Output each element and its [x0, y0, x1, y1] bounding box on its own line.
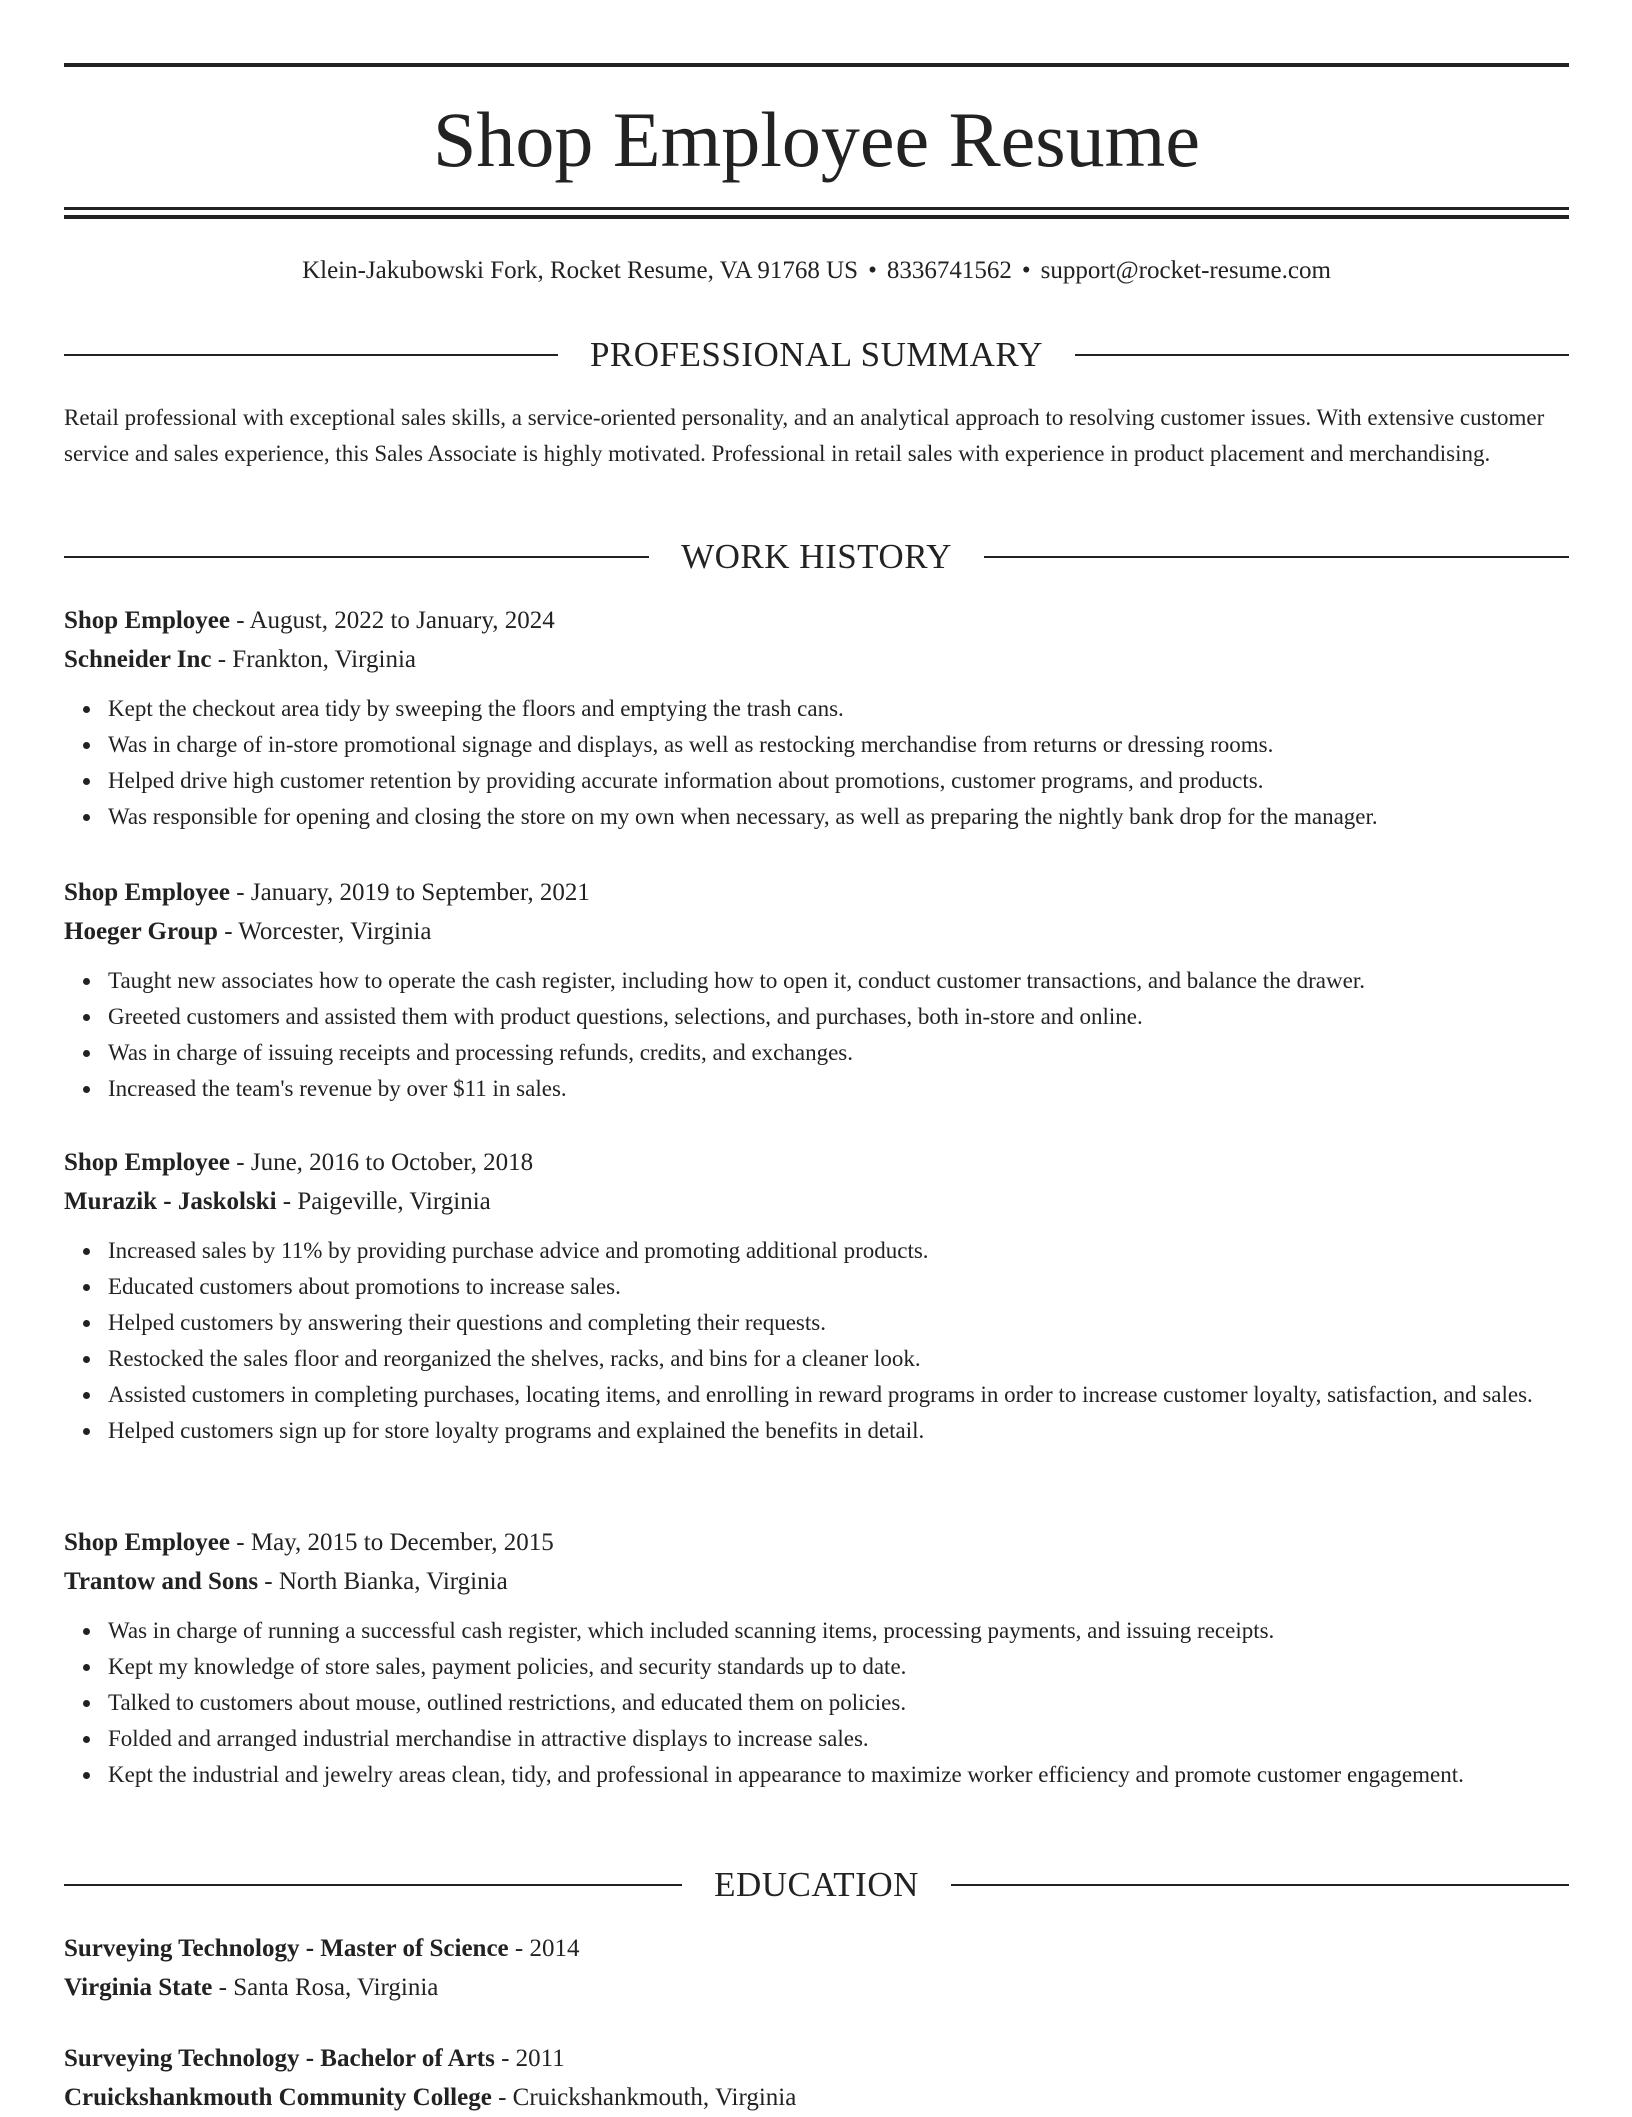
job-entry — [64, 1523, 1569, 1793]
education-school-line — [64, 1968, 1569, 2007]
resume-title: Shop Employee Resume — [433, 96, 1200, 183]
heading-rule-right — [984, 556, 1569, 558]
job-company-line — [64, 1182, 1569, 1221]
job-bullet: Folded and arranged industrial merchandise in attractive displays to increase sales. — [108, 1721, 1569, 1757]
job-company: Hoeger Group — [64, 918, 218, 945]
job-company: Murazik - Jaskolski — [64, 1188, 277, 1215]
job-bullet: Helped drive high customer retention by providing accurate information about promotions, customer programs, and products. — [108, 763, 1569, 799]
job-title: Shop Employee — [64, 607, 231, 634]
job-dates: - August, 2022 to January, 2024 — [230, 607, 555, 634]
contact-separator: • — [868, 257, 877, 284]
job-location: - Worcester, Virginia — [217, 918, 432, 945]
job-title-line — [64, 601, 1569, 640]
job-dates: - June, 2016 to October, 2018 — [230, 1149, 534, 1176]
job-bullet: Greeted customers and assisted them with product questions, selections, and purchases, both in-store and online. — [108, 999, 1569, 1035]
job-title-line — [64, 1523, 1569, 1562]
heading-rule-right — [951, 1884, 1569, 1886]
education-school-line — [64, 2078, 1569, 2117]
heading-rule-left — [64, 556, 649, 558]
job-dates: - May, 2015 to December, 2015 — [230, 1529, 554, 1556]
education-entry — [64, 1929, 1569, 2007]
job-company-line — [64, 912, 1569, 951]
heading-rule-left — [64, 1884, 682, 1886]
job-bullets — [64, 963, 1569, 1107]
job-bullet: Kept the industrial and jewelry areas clean, tidy, and professional in appearance to maximize worker efficiency and promote customer engagement. — [108, 1757, 1569, 1793]
job-bullet: Assisted customers in completing purchases, locating items, and enrolling in reward programs in order to increase customer loyalty, satisfaction, and sales. — [108, 1377, 1569, 1413]
job-entry — [64, 873, 1569, 1107]
education-location: - Santa Rosa, Virginia — [212, 1974, 439, 2001]
job-bullet: Was in charge of in-store promotional signage and displays, as well as restocking merchandise from returns or dressing rooms. — [108, 727, 1569, 763]
education-degree: Surveying Technology - Bachelor of Arts — [64, 2045, 495, 2072]
title-rule-upper — [64, 207, 1569, 210]
job-title: Shop Employee — [64, 1149, 231, 1176]
job-bullets — [64, 691, 1569, 835]
section-heading-summary — [64, 333, 1569, 377]
contact-phone: 8336741562 — [886, 257, 1012, 284]
job-bullet: Kept the checkout area tidy by sweeping the floors and emptying the trash cans. — [108, 691, 1569, 727]
job-bullet: Was in charge of issuing receipts and processing refunds, credits, and exchanges. — [108, 1035, 1569, 1071]
job-bullet: Kept my knowledge of store sales, payment policies, and security standards up to date. — [108, 1649, 1569, 1685]
job-title: Shop Employee — [64, 1529, 231, 1556]
section-heading-education — [64, 1863, 1569, 1907]
job-company: Schneider Inc — [64, 646, 212, 673]
job-title-line — [64, 1143, 1569, 1182]
job-title: Shop Employee — [64, 879, 231, 906]
job-bullet: Restocked the sales floor and reorganized the shelves, racks, and bins for a cleaner look. — [108, 1341, 1569, 1377]
section-heading-label: PROFESSIONAL SUMMARY — [589, 335, 1044, 374]
contact-separator: • — [1021, 257, 1031, 284]
job-company-line — [64, 640, 1569, 679]
education-school: Virginia State — [64, 1974, 213, 2001]
education-entry — [64, 2039, 1569, 2117]
job-bullets — [64, 1613, 1569, 1793]
top-rule — [64, 63, 1569, 67]
job-entry — [64, 601, 1569, 835]
contact-line — [64, 252, 1569, 290]
education-degree-line — [64, 2039, 1569, 2078]
education-year: - 2011 — [494, 2045, 565, 2072]
job-location: - Paigeville, Virginia — [276, 1188, 491, 1215]
job-bullet: Was in charge of running a successful cash register, which included scanning items, processing payments, and issuing receipts. — [108, 1613, 1569, 1649]
education-degree-line — [64, 1929, 1569, 1968]
heading-rule-right — [1075, 354, 1569, 356]
job-dates: - January, 2019 to September, 2021 — [230, 879, 590, 906]
section-heading-label: WORK HISTORY — [681, 537, 952, 576]
job-location: - North Bianka, Virginia — [258, 1568, 508, 1595]
education-location: - Cruickshankmouth, Virginia — [491, 2084, 797, 2111]
professional-summary: Retail professional with exceptional sales skills, a service-oriented personality, and an analytical approach to resolving customer issues. With extensive customer service and sales experience, this Sales Associate is highly motivated. Professional in retail sales with experience in product placement and merchandising. — [64, 405, 1545, 466]
job-company-line — [64, 1562, 1569, 1601]
job-bullet: Talked to customers about mouse, outlined restrictions, and educated them on policies. — [108, 1685, 1569, 1721]
job-bullet: Was responsible for opening and closing the store on my own when necessary, as well as preparing the nightly bank drop for the manager. — [108, 799, 1569, 835]
heading-rule-left — [64, 354, 558, 356]
job-company: Trantow and Sons — [64, 1568, 259, 1595]
contact-email: support@rocket-resume.com — [1040, 257, 1331, 284]
education-school: Cruickshankmouth Community College — [64, 2084, 492, 2111]
job-bullets — [64, 1233, 1569, 1449]
title-rule-lower — [64, 215, 1569, 219]
job-bullet: Helped customers sign up for store loyalty programs and explained the benefits in detail. — [108, 1413, 1569, 1449]
job-bullet: Helped customers by answering their questions and completing their requests. — [108, 1305, 1569, 1341]
contact-address: Klein-Jakubowski Fork, Rocket Resume, VA 91768 US — [302, 257, 859, 284]
job-bullet: Taught new associates how to operate the cash register, including how to open it, conduct customer transactions, and balance the drawer. — [108, 963, 1569, 999]
job-entry — [64, 1143, 1569, 1449]
job-title-line — [64, 873, 1569, 912]
job-location: - Frankton, Virginia — [211, 646, 416, 673]
section-heading-work — [64, 535, 1569, 579]
education-degree: Surveying Technology - Master of Science — [64, 1935, 509, 1962]
education-year: - 2014 — [508, 1935, 580, 1962]
job-bullet: Increased sales by 11% by providing purchase advice and promoting additional products. — [108, 1233, 1569, 1269]
section-heading-label: EDUCATION — [714, 1865, 919, 1904]
job-bullet: Educated customers about promotions to increase sales. — [108, 1269, 1569, 1305]
job-bullet: Increased the team's revenue by over $11 in sales. — [108, 1071, 1569, 1107]
